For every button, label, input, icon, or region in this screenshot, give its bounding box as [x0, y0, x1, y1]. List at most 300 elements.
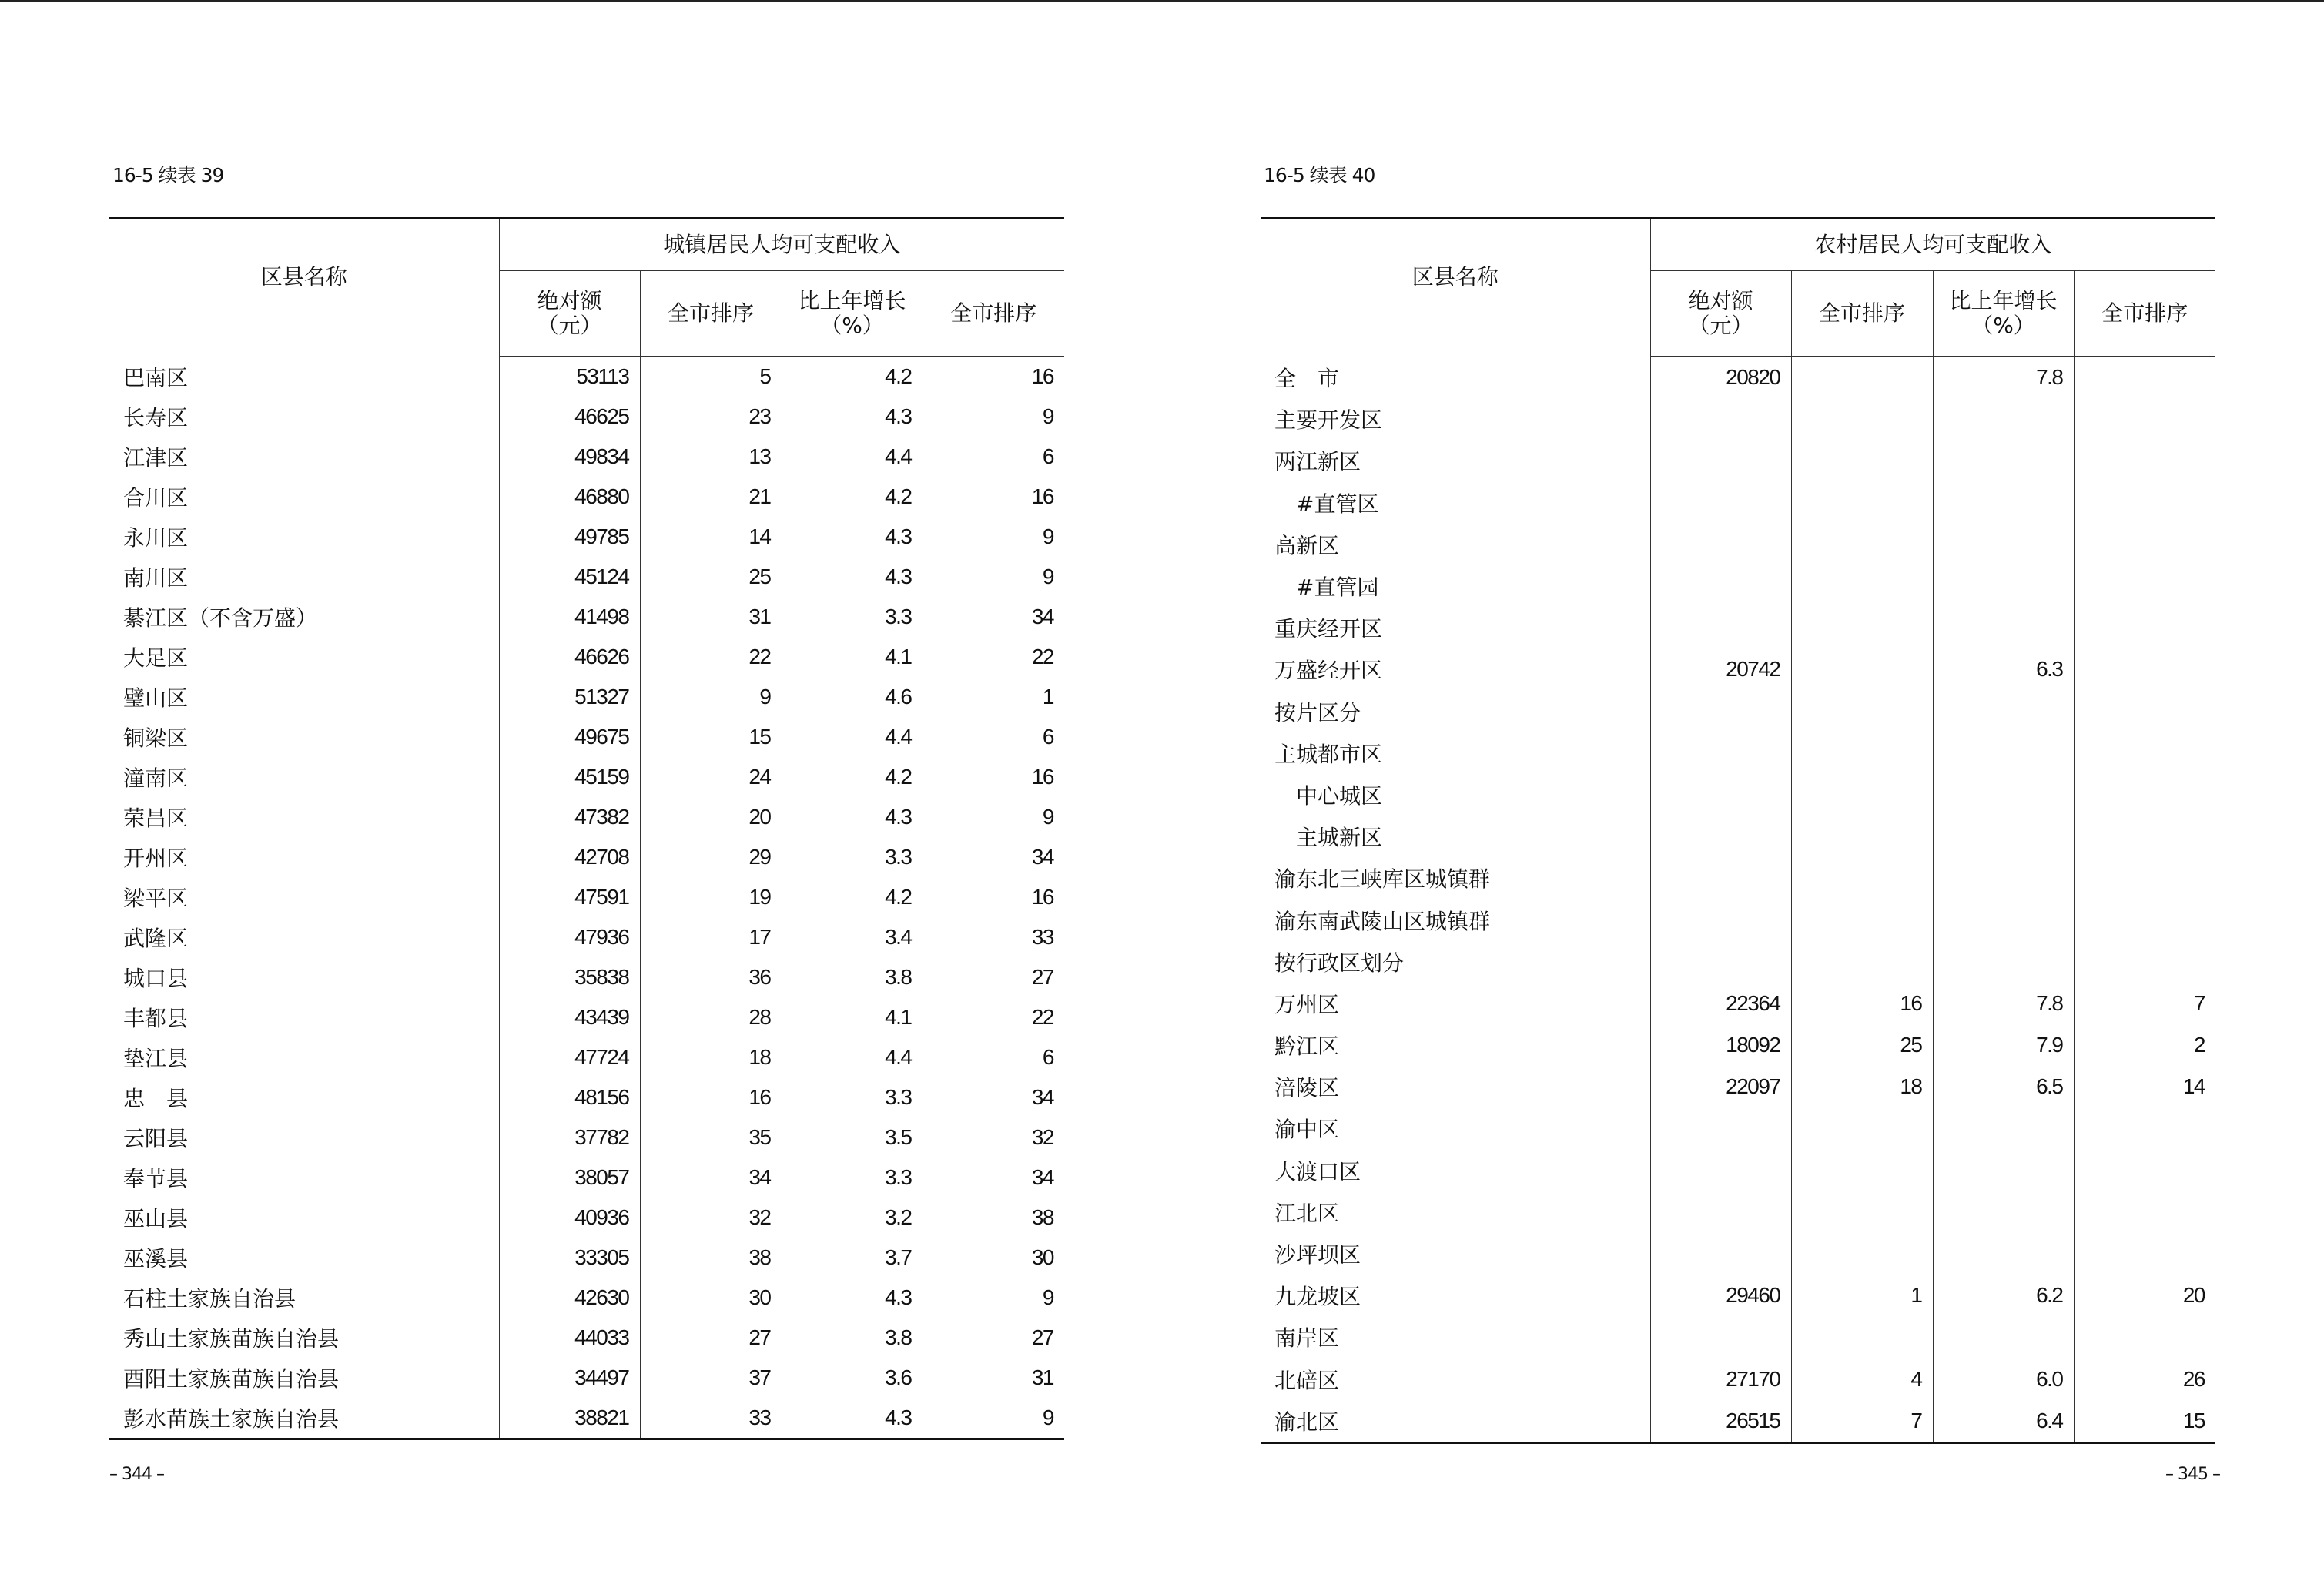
header-growth-label: 比上年增长 （%） — [798, 288, 906, 338]
region-name-cell: 璧山区 — [109, 677, 499, 717]
absolute-amount-cell — [1650, 691, 1791, 732]
header-absolute-amount-label: 绝对额 （元） — [537, 288, 602, 338]
growth-rate-cell: 4.3 — [782, 557, 923, 597]
amount-rank-cell — [1791, 857, 1933, 899]
region-name-cell: 巴南区 — [109, 357, 499, 397]
absolute-amount-cell — [1650, 857, 1791, 899]
growth-rate-cell — [1933, 816, 2074, 857]
table-row — [109, 1238, 1064, 1278]
region-name-cell: 渝东南武陵山区城镇群 — [1261, 899, 1650, 940]
growth-rate-cell: 3.8 — [782, 957, 923, 997]
growth-rate-cell: 3.5 — [782, 1117, 923, 1157]
amount-rank-cell — [1791, 482, 1933, 524]
table-row — [1261, 857, 2215, 899]
growth-rank-cell: 15 — [2074, 1400, 2215, 1443]
growth-rank-cell: 32 — [923, 1117, 1064, 1157]
absolute-amount-cell: 46626 — [574, 645, 629, 668]
growth-rank-cell: 9 — [923, 517, 1064, 557]
amount-rank-cell: 18 — [640, 1037, 782, 1077]
amount-rank-cell: 15 — [640, 717, 782, 757]
table-row — [109, 1198, 1064, 1238]
growth-rate-cell: 4.4 — [782, 437, 923, 477]
growth-rate-cell: 4.3 — [782, 1398, 923, 1439]
growth-rank-cell: 34 — [923, 837, 1064, 877]
growth-rank-cell — [2074, 691, 2215, 732]
table-row — [109, 677, 1064, 717]
growth-rate-cell: 7.8 — [1933, 983, 2074, 1024]
region-name-cell: 全 市 — [1261, 357, 1650, 399]
growth-rank-cell: 34 — [923, 1157, 1064, 1198]
growth-rank-cell: 16 — [923, 357, 1064, 397]
amount-rank-cell: 19 — [640, 877, 782, 917]
growth-rank-cell — [2074, 774, 2215, 816]
growth-rank-cell — [2074, 1150, 2215, 1191]
growth-rank-cell: 22 — [923, 997, 1064, 1037]
region-name-cell: 两江新区 — [1261, 440, 1650, 481]
growth-rate-cell: 3.3 — [782, 1077, 923, 1117]
region-name-cell: 垫江县 — [109, 1037, 499, 1077]
amount-rank-cell: 32 — [640, 1198, 782, 1238]
absolute-amount-cell — [1650, 816, 1791, 857]
table-row — [109, 1358, 1064, 1398]
urban-income-table — [109, 217, 1064, 1440]
absolute-amount-cell — [1650, 1191, 1791, 1233]
growth-rank-cell: 22 — [923, 637, 1064, 677]
region-name-cell: 綦江区（不含万盛） — [109, 597, 499, 637]
amount-rank-cell — [1791, 524, 1933, 565]
absolute-amount-cell: 45159 — [574, 765, 629, 789]
amount-rank-cell: 36 — [640, 957, 782, 997]
region-name-cell: 北碚区 — [1261, 1359, 1650, 1400]
absolute-amount-cell: 47936 — [574, 925, 629, 949]
absolute-amount-cell — [1650, 1233, 1791, 1275]
growth-rate-cell — [1933, 565, 2074, 607]
amount-rank-cell: 16 — [1791, 983, 1933, 1024]
absolute-amount-cell: 45124 — [574, 565, 629, 588]
growth-rank-cell: 31 — [923, 1358, 1064, 1398]
header-absolute-amount — [499, 271, 640, 357]
growth-rate-cell: 3.6 — [782, 1358, 923, 1398]
absolute-amount-cell — [1650, 1107, 1791, 1149]
growth-rate-cell — [1933, 1191, 2074, 1233]
amount-rank-cell — [1791, 774, 1933, 816]
amount-rank-cell — [1791, 1233, 1933, 1275]
growth-rank-cell — [2074, 565, 2215, 607]
region-name-cell: 渝东北三峡库区城镇群 — [1261, 857, 1650, 899]
absolute-amount-cell: 26515 — [1726, 1408, 1780, 1432]
table-row — [1261, 899, 2215, 940]
rural-income-table — [1261, 217, 2215, 1444]
table-row — [109, 717, 1064, 757]
region-name-cell: 黔江区 — [1261, 1024, 1650, 1066]
header-region-name: 区县名称 — [1261, 219, 1650, 357]
growth-rank-cell — [2074, 1316, 2215, 1358]
table-row — [1261, 1191, 2215, 1233]
absolute-amount-cell — [1650, 1316, 1791, 1358]
table-row — [1261, 1107, 2215, 1149]
growth-rate-cell — [1933, 732, 2074, 774]
amount-rank-cell: 38 — [640, 1238, 782, 1278]
growth-rank-cell: 33 — [923, 917, 1064, 957]
amount-rank-cell — [1791, 440, 1933, 481]
amount-rank-cell: 13 — [640, 437, 782, 477]
header-rank-growth: 全市排序 — [2074, 271, 2215, 357]
region-name-cell: 奉节县 — [109, 1157, 499, 1198]
table-row — [109, 1077, 1064, 1117]
absolute-amount-cell: 42630 — [574, 1285, 629, 1309]
amount-rank-cell: 30 — [640, 1278, 782, 1318]
absolute-amount-cell: 38821 — [574, 1405, 629, 1429]
region-name-cell: 江津区 — [109, 437, 499, 477]
growth-rate-cell: 4.3 — [782, 797, 923, 837]
region-name-cell: 丰都县 — [109, 997, 499, 1037]
table-row — [109, 1278, 1064, 1318]
region-name-cell: 按片区分 — [1261, 691, 1650, 732]
region-name-cell: 按行政区划分 — [1261, 941, 1650, 983]
growth-rate-cell: 3.4 — [782, 917, 923, 957]
absolute-amount-cell: 33305 — [574, 1245, 629, 1269]
growth-rate-cell: 7.9 — [1933, 1024, 2074, 1066]
growth-rank-cell: 16 — [923, 877, 1064, 917]
amount-rank-cell — [1791, 607, 1933, 648]
header-absolute-amount — [1650, 271, 1791, 357]
growth-rank-cell — [2074, 524, 2215, 565]
absolute-amount-cell: 47724 — [574, 1045, 629, 1069]
absolute-amount-cell — [1650, 398, 1791, 440]
growth-rank-cell: 26 — [2074, 1359, 2215, 1400]
growth-rate-cell: 4.3 — [782, 1278, 923, 1318]
region-name-cell: 巫溪县 — [109, 1238, 499, 1278]
amount-rank-cell — [1791, 398, 1933, 440]
growth-rate-cell: 4.1 — [782, 637, 923, 677]
table-row — [1261, 648, 2215, 690]
growth-rate-cell — [1933, 691, 2074, 732]
absolute-amount-cell — [1650, 524, 1791, 565]
growth-rate-cell — [1933, 1107, 2074, 1149]
absolute-amount-cell — [1650, 941, 1791, 983]
amount-rank-cell: 34 — [640, 1157, 782, 1198]
growth-rank-cell — [2074, 482, 2215, 524]
page-number: – 344 – — [109, 1465, 164, 1484]
amount-rank-cell: 33 — [640, 1398, 782, 1439]
amount-rank-cell: 27 — [640, 1318, 782, 1358]
region-name-cell: 忠 县 — [109, 1077, 499, 1117]
table-row — [1261, 983, 2215, 1024]
absolute-amount-cell — [1650, 1150, 1791, 1191]
absolute-amount-cell — [1650, 899, 1791, 940]
region-name-cell: 秀山土家族苗族自治县 — [109, 1318, 499, 1358]
header-rank-amount: 全市排序 — [640, 271, 782, 357]
rural-income-table-body — [1261, 357, 2215, 1443]
absolute-amount-cell: 27170 — [1726, 1366, 1780, 1391]
growth-rate-cell: 3.3 — [782, 837, 923, 877]
region-name-cell: 开州区 — [109, 837, 499, 877]
absolute-amount-cell — [1650, 774, 1791, 816]
region-name-cell: 石柱土家族自治县 — [109, 1278, 499, 1318]
growth-rank-cell: 9 — [923, 397, 1064, 437]
table-caption: 16-5 续表 40 — [1264, 164, 1375, 186]
table-row — [1261, 1400, 2215, 1443]
table-row — [109, 517, 1064, 557]
table-row — [1261, 732, 2215, 774]
growth-rank-cell — [2074, 357, 2215, 399]
region-name-cell: 万盛经开区 — [1261, 648, 1650, 690]
amount-rank-cell — [1791, 899, 1933, 940]
region-name-cell: 梁平区 — [109, 877, 499, 917]
absolute-amount-cell: 48156 — [574, 1085, 629, 1109]
table-row — [1261, 1150, 2215, 1191]
table-row — [1261, 816, 2215, 857]
absolute-amount-cell — [1650, 607, 1791, 648]
growth-rate-cell: 4.3 — [782, 517, 923, 557]
growth-rate-cell: 3.3 — [782, 1157, 923, 1198]
growth-rate-cell: 6.0 — [1933, 1359, 2074, 1400]
absolute-amount-cell: 47591 — [574, 885, 629, 909]
amount-rank-cell: 7 — [1791, 1400, 1933, 1443]
growth-rate-cell: 3.8 — [782, 1318, 923, 1358]
header-group-rural-income: 农村居民人均可支配收入 — [1650, 219, 2215, 271]
growth-rate-cell: 3.7 — [782, 1238, 923, 1278]
amount-rank-cell: 14 — [640, 517, 782, 557]
growth-rank-cell: 9 — [923, 1278, 1064, 1318]
table-row — [109, 837, 1064, 877]
growth-rank-cell: 34 — [923, 1077, 1064, 1117]
amount-rank-cell — [1791, 648, 1933, 690]
region-name-cell: 大足区 — [109, 637, 499, 677]
absolute-amount-cell: 41498 — [574, 605, 629, 628]
table-row — [109, 637, 1064, 677]
amount-rank-cell: 23 — [640, 397, 782, 437]
header-rank-growth: 全市排序 — [923, 271, 1064, 357]
growth-rate-cell: 6.2 — [1933, 1275, 2074, 1316]
growth-rank-cell: 6 — [923, 437, 1064, 477]
amount-rank-cell: 17 — [640, 917, 782, 957]
growth-rate-cell — [1933, 440, 2074, 481]
region-name-cell: 渝中区 — [1261, 1107, 1650, 1149]
region-name-cell: 涪陵区 — [1261, 1066, 1650, 1107]
absolute-amount-cell — [1650, 565, 1791, 607]
amount-rank-cell: 37 — [640, 1358, 782, 1398]
region-name-cell: 中心城区 — [1261, 774, 1650, 816]
absolute-amount-cell: 37782 — [574, 1125, 629, 1149]
growth-rank-cell — [2074, 1233, 2215, 1275]
table-row — [109, 437, 1064, 477]
absolute-amount-cell: 47382 — [574, 805, 629, 829]
amount-rank-cell: 25 — [640, 557, 782, 597]
region-name-cell: 南岸区 — [1261, 1316, 1650, 1358]
region-name-cell: #直管区 — [1261, 482, 1650, 524]
amount-rank-cell: 25 — [1791, 1024, 1933, 1066]
absolute-amount-cell: 46880 — [574, 484, 629, 508]
table-row — [109, 1318, 1064, 1358]
table-row — [109, 877, 1064, 917]
table-row — [109, 1157, 1064, 1198]
table-row — [109, 957, 1064, 997]
absolute-amount-cell — [1650, 440, 1791, 481]
absolute-amount-cell — [1650, 732, 1791, 774]
region-name-cell: 重庆经开区 — [1261, 607, 1650, 648]
region-name-cell: 巫山县 — [109, 1198, 499, 1238]
region-name-cell: 长寿区 — [109, 397, 499, 437]
growth-rank-cell: 6 — [923, 1037, 1064, 1077]
region-name-cell: 荣昌区 — [109, 797, 499, 837]
region-name-cell: #直管园 — [1261, 565, 1650, 607]
amount-rank-cell — [1791, 357, 1933, 399]
amount-rank-cell: 24 — [640, 757, 782, 797]
growth-rate-cell: 4.2 — [782, 757, 923, 797]
growth-rank-cell — [2074, 1191, 2215, 1233]
region-name-cell: 万州区 — [1261, 983, 1650, 1024]
absolute-amount-cell — [1650, 482, 1791, 524]
growth-rate-cell: 6.3 — [1933, 648, 2074, 690]
amount-rank-cell — [1791, 1107, 1933, 1149]
table-row — [1261, 482, 2215, 524]
amount-rank-cell — [1791, 941, 1933, 983]
growth-rank-cell — [2074, 440, 2215, 481]
absolute-amount-cell: 40936 — [574, 1205, 629, 1229]
growth-rank-cell — [2074, 648, 2215, 690]
header-absolute-amount-label: 绝对额 （元） — [1688, 288, 1753, 338]
table-row — [1261, 1275, 2215, 1316]
growth-rank-cell: 14 — [2074, 1066, 2215, 1107]
growth-rate-cell: 4.3 — [782, 397, 923, 437]
growth-rank-cell: 9 — [923, 1398, 1064, 1439]
absolute-amount-cell: 35838 — [574, 965, 629, 989]
header-growth — [1933, 271, 2074, 357]
absolute-amount-cell: 49834 — [574, 444, 629, 468]
amount-rank-cell — [1791, 1316, 1933, 1358]
table-row — [109, 397, 1064, 437]
growth-rate-cell — [1933, 482, 2074, 524]
table-row — [109, 997, 1064, 1037]
page-number: – 345 – — [2165, 1465, 2220, 1484]
table-row — [1261, 691, 2215, 732]
header-group-urban-income: 城镇居民人均可支配收入 — [499, 219, 1064, 271]
amount-rank-cell — [1791, 691, 1933, 732]
table-row — [109, 797, 1064, 837]
table-row — [109, 757, 1064, 797]
table-row — [109, 357, 1064, 397]
table-row — [1261, 1066, 2215, 1107]
growth-rate-cell — [1933, 1233, 2074, 1275]
region-name-cell: 渝北区 — [1261, 1400, 1650, 1443]
growth-rate-cell — [1933, 1150, 2074, 1191]
amount-rank-cell: 5 — [640, 357, 782, 397]
region-name-cell: 合川区 — [109, 477, 499, 517]
absolute-amount-cell: 38057 — [574, 1165, 629, 1189]
region-name-cell: 酉阳土家族苗族自治县 — [109, 1358, 499, 1398]
table-row — [1261, 524, 2215, 565]
growth-rate-cell: 3.2 — [782, 1198, 923, 1238]
amount-rank-cell: 1 — [1791, 1275, 1933, 1316]
absolute-amount-cell: 46625 — [574, 404, 629, 428]
growth-rank-cell: 6 — [923, 717, 1064, 757]
region-name-cell: 大渡口区 — [1261, 1150, 1650, 1191]
table-row — [1261, 398, 2215, 440]
amount-rank-cell — [1791, 816, 1933, 857]
growth-rate-cell — [1933, 899, 2074, 940]
region-name-cell: 武隆区 — [109, 917, 499, 957]
table-row — [1261, 565, 2215, 607]
header-region-name: 区县名称 — [109, 219, 499, 357]
growth-rank-cell — [2074, 732, 2215, 774]
absolute-amount-cell: 20742 — [1726, 657, 1780, 682]
absolute-amount-cell: 18092 — [1726, 1033, 1780, 1057]
region-name-cell: 主要开发区 — [1261, 398, 1650, 440]
growth-rank-cell: 7 — [2074, 983, 2215, 1024]
header-rank-amount: 全市排序 — [1791, 271, 1933, 357]
growth-rate-cell: 4.2 — [782, 477, 923, 517]
table-row — [109, 1117, 1064, 1157]
absolute-amount-cell: 42708 — [574, 845, 629, 869]
growth-rate-cell: 7.8 — [1933, 357, 2074, 399]
growth-rate-cell: 6.5 — [1933, 1066, 2074, 1107]
growth-rate-cell: 4.2 — [782, 357, 923, 397]
region-name-cell: 南川区 — [109, 557, 499, 597]
absolute-amount-cell: 43439 — [574, 1005, 629, 1029]
region-name-cell: 彭水苗族土家族自治县 — [109, 1398, 499, 1439]
urban-income-table-body — [109, 357, 1064, 1439]
absolute-amount-cell: 20820 — [1726, 365, 1780, 390]
region-name-cell: 云阳县 — [109, 1117, 499, 1157]
amount-rank-cell: 28 — [640, 997, 782, 1037]
growth-rate-cell: 4.4 — [782, 1037, 923, 1077]
growth-rate-cell: 4.6 — [782, 677, 923, 717]
growth-rate-cell — [1933, 398, 2074, 440]
absolute-amount-cell: 34497 — [574, 1365, 629, 1389]
region-name-cell: 铜梁区 — [109, 717, 499, 757]
amount-rank-cell: 18 — [1791, 1066, 1933, 1107]
table-row — [1261, 440, 2215, 481]
growth-rank-cell: 20 — [2074, 1275, 2215, 1316]
table-row — [1261, 941, 2215, 983]
growth-rate-cell: 6.4 — [1933, 1400, 2074, 1443]
growth-rate-cell — [1933, 774, 2074, 816]
amount-rank-cell: 16 — [640, 1077, 782, 1117]
growth-rank-cell: 27 — [923, 957, 1064, 997]
growth-rank-cell — [2074, 899, 2215, 940]
growth-rank-cell — [2074, 857, 2215, 899]
growth-rank-cell — [2074, 816, 2215, 857]
amount-rank-cell: 35 — [640, 1117, 782, 1157]
growth-rate-cell — [1933, 1316, 2074, 1358]
growth-rank-cell: 9 — [923, 797, 1064, 837]
growth-rank-cell: 16 — [923, 757, 1064, 797]
amount-rank-cell: 9 — [640, 677, 782, 717]
page-right — [1162, 0, 2324, 1588]
table-row — [1261, 357, 2215, 399]
absolute-amount-cell: 49675 — [574, 725, 629, 749]
growth-rank-cell — [2074, 398, 2215, 440]
growth-rank-cell: 1 — [923, 677, 1064, 717]
table-row — [109, 1037, 1064, 1077]
table-caption: 16-5 续表 39 — [112, 164, 224, 186]
amount-rank-cell: 22 — [640, 637, 782, 677]
table-row — [1261, 774, 2215, 816]
absolute-amount-cell: 22364 — [1726, 990, 1780, 1015]
absolute-amount-cell: 22097 — [1726, 1074, 1780, 1099]
region-name-cell: 城口县 — [109, 957, 499, 997]
table-row — [1261, 1024, 2215, 1066]
growth-rank-cell: 27 — [923, 1318, 1064, 1358]
header-growth-label: 比上年增长 （%） — [1949, 288, 2058, 338]
growth-rate-cell — [1933, 607, 2074, 648]
region-name-cell: 沙坪坝区 — [1261, 1233, 1650, 1275]
absolute-amount-cell: 51327 — [574, 685, 629, 709]
absolute-amount-cell: 49785 — [574, 524, 629, 548]
amount-rank-cell — [1791, 1191, 1933, 1233]
growth-rank-cell: 38 — [923, 1198, 1064, 1238]
